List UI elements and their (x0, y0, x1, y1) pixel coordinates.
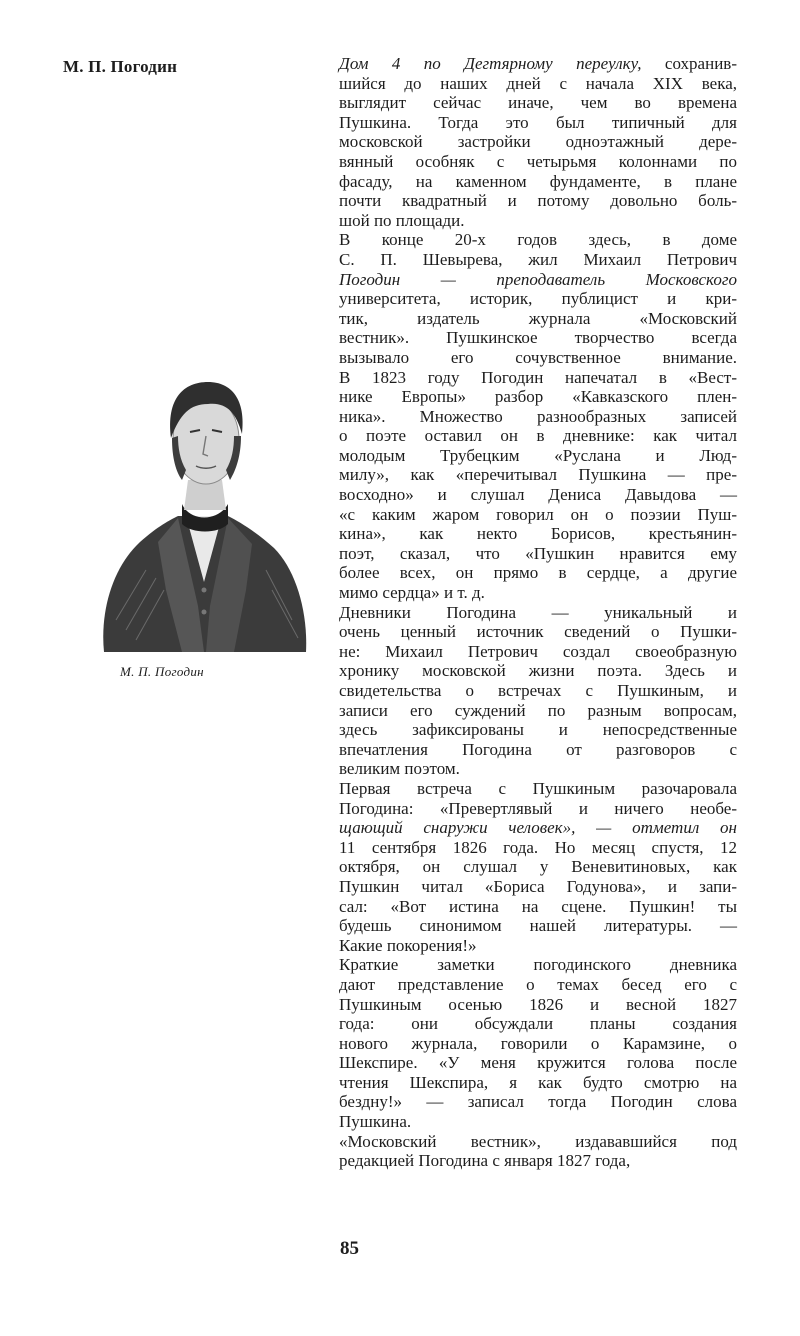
text-line (339, 368, 737, 388)
text-line (339, 328, 737, 348)
text-line (339, 152, 737, 172)
text-line (339, 1073, 737, 1093)
text-segment: В 1823 году Погодин напечатал в «Вест- (339, 367, 737, 387)
text-line (339, 172, 737, 192)
text-segment: кина», как некто Борисов, крестьянин- (339, 524, 737, 544)
text-line (339, 1053, 737, 1073)
text-segment: впечатления Погодина от разговоров с (339, 739, 737, 759)
text-segment: октября, он слушал у Веневитиновых, как (339, 857, 737, 877)
text-line (339, 603, 737, 623)
text-segment: фасаду, на каменном фундаменте, в плане (339, 171, 737, 191)
text-line (339, 799, 737, 819)
text-segment: вестник». Пушкинское творчество всегда (339, 328, 737, 348)
text-line (339, 309, 737, 329)
text-line (339, 211, 737, 231)
italic-segment: Дом 4 по Дегтярному переулку, (339, 54, 642, 73)
text-segment: Дневники Погодина — уникальный и (339, 602, 737, 622)
text-line (339, 857, 737, 877)
text-segment: Какие покорения!» (339, 935, 477, 955)
text-line (339, 465, 737, 485)
text-line (339, 701, 737, 721)
text-segment: «Московский вестник», издававшийся под (339, 1131, 737, 1151)
text-segment: университета, историк, публицист и кри- (339, 289, 737, 309)
text-segment: записи его суждений по разным вопросам, (339, 700, 737, 720)
text-segment: выглядит сейчас иначе, чем во времена (339, 93, 737, 113)
text-segment: шой по площади. (339, 210, 465, 230)
text-line (339, 975, 737, 995)
text-line (339, 818, 737, 838)
text-line (339, 916, 737, 936)
text-segment: ника». Множество разнообразных записей (339, 406, 737, 426)
text-segment: восходно» и слушал Дениса Давыдова — (339, 485, 737, 505)
text-segment: бездну!» — записал тогда Погодин слова (339, 1092, 737, 1112)
text-segment: очень ценный источник сведений о Пушки- (339, 622, 737, 642)
text-line (339, 446, 737, 466)
text-line (339, 838, 737, 858)
text-segment: хронику московской жизни поэта. Здесь и (339, 661, 737, 681)
text-line (339, 759, 737, 779)
text-line (339, 877, 737, 897)
text-segment: вянный особняк с четырьмя колоннами по (339, 151, 737, 171)
text-segment: свидетельства о встречах с Пушкиным, и (339, 681, 737, 700)
text-segment: С. П. Шевырева, жил Михаил Петрович (339, 249, 737, 269)
text-segment: 11 сентября 1826 года. Но месяц спустя, 12 (339, 837, 737, 857)
text-segment: шийся до наших дней с начала XIX века, (339, 73, 737, 93)
running-head: М. П. Погодин (63, 57, 178, 76)
text-segment: Погодина: «Превертлявый и ничего необе- (339, 798, 737, 818)
paragraph (339, 955, 737, 1131)
text-line (339, 1092, 737, 1112)
text-line (339, 485, 737, 505)
text-line (339, 740, 737, 760)
text-segment: молодым Трубецким «Руслана и Люд- (339, 445, 737, 465)
paragraph (339, 230, 737, 602)
text-line (339, 289, 737, 309)
text-line (339, 995, 737, 1015)
text-line (339, 1151, 737, 1171)
text-segment: не: Михаил Петрович создал своеобразную (339, 641, 737, 661)
text-line (339, 505, 737, 525)
text-line (339, 661, 737, 681)
text-line (339, 230, 737, 250)
text-segment: здесь зафиксированы и непосредственные (339, 720, 737, 740)
text-line (339, 1112, 737, 1132)
text-segment: великим поэтом. (339, 759, 460, 779)
page-number: 85 (340, 1238, 359, 1259)
portrait-engraving (86, 320, 318, 660)
text-line (339, 113, 737, 133)
text-line (339, 191, 737, 211)
text-segment: будешь синонимом нашей литературы. — (339, 916, 737, 936)
text-line (339, 544, 737, 564)
portrait-sitter (103, 382, 306, 652)
text-line (339, 1132, 737, 1152)
text-line (339, 1014, 737, 1034)
paragraph (339, 603, 737, 779)
text-segment: Пушкина. Тогда это был типичный для (339, 112, 737, 132)
text-line (339, 524, 737, 544)
text-line (339, 1034, 737, 1054)
text-segment: мимо сердца» и т. д. (339, 583, 485, 603)
text-line (339, 720, 737, 740)
text-line (339, 936, 737, 956)
text-segment: Первая встреча с Пушкиным разочаровала (339, 778, 737, 798)
text-segment: дают представление о темах бесед его с (339, 974, 737, 994)
text-line (339, 426, 737, 446)
text-segment: сал: «Вот истина на сцене. Пушкин! ты (339, 896, 737, 916)
text-line (339, 270, 737, 290)
text-segment: о поэте оставил он в дневнике: как читал (339, 426, 737, 446)
text-line (339, 387, 737, 407)
text-segment: почти квадратный и потому довольно боль- (339, 191, 737, 211)
text-line (339, 407, 737, 427)
text-segment: тик, издатель журнала «Московский (339, 308, 737, 328)
text-line (339, 897, 737, 917)
paragraph (339, 1132, 737, 1171)
text-segment: года: они обсуждали планы создания (339, 1014, 737, 1034)
paragraph (339, 54, 737, 230)
text-segment: редакцией Погодина с января 1827 года, (339, 1151, 631, 1171)
text-segment: сохранив- (641, 54, 737, 73)
text-segment: вызывало его сочувственное внимание. (339, 347, 737, 367)
text-line (339, 54, 737, 74)
main-text-column (339, 54, 737, 1171)
text-line (339, 779, 737, 799)
text-segment: В конце 20-х годов здесь, в доме (339, 230, 737, 250)
text-line (339, 681, 737, 701)
text-line (339, 622, 737, 642)
text-line (339, 132, 737, 152)
text-line (339, 642, 737, 662)
text-segment: нового журнала, говорили о Карамзине, о (339, 1033, 737, 1053)
text-line (339, 583, 737, 603)
text-line (339, 955, 737, 975)
text-line (339, 348, 737, 368)
text-line (339, 74, 737, 94)
text-segment: поэт, сказал, что «Пушкин нравится ему (339, 543, 737, 563)
italic-segment: щающий снаружи человек», — отметил он (339, 818, 737, 838)
text-segment: «с каким жаром говорил он о поэзии Пуш- (339, 504, 737, 524)
text-segment: Пушкиным осенью 1826 и весной 1827 (339, 994, 737, 1014)
text-segment: Краткие заметки погодинского дневника (339, 955, 737, 975)
italic-segment: Погодин — преподаватель Московского (339, 269, 737, 289)
text-segment: Пушкина. (339, 1112, 412, 1132)
text-segment: Пушкин читал «Бориса Годунова», и запи- (339, 876, 737, 896)
paragraph (339, 779, 737, 955)
text-segment: более всех, он прямо в сердце, а другие (339, 563, 737, 583)
figure-caption: М. П. Погодин (120, 664, 204, 679)
text-segment: чтения Шекспира, я как будто смотрю на (339, 1072, 737, 1092)
text-line (339, 250, 737, 270)
text-segment: нике Европы» разбор «Кавказского плен- (339, 387, 737, 407)
text-segment: Шекспире. «У меня кружится голова после (339, 1053, 737, 1073)
text-segment: московской застройки одноэтажный дере- (339, 132, 737, 152)
text-line (339, 563, 737, 583)
text-segment: милу», как «перечитывал Пушкина — пре- (339, 465, 737, 485)
text-line (339, 93, 737, 113)
